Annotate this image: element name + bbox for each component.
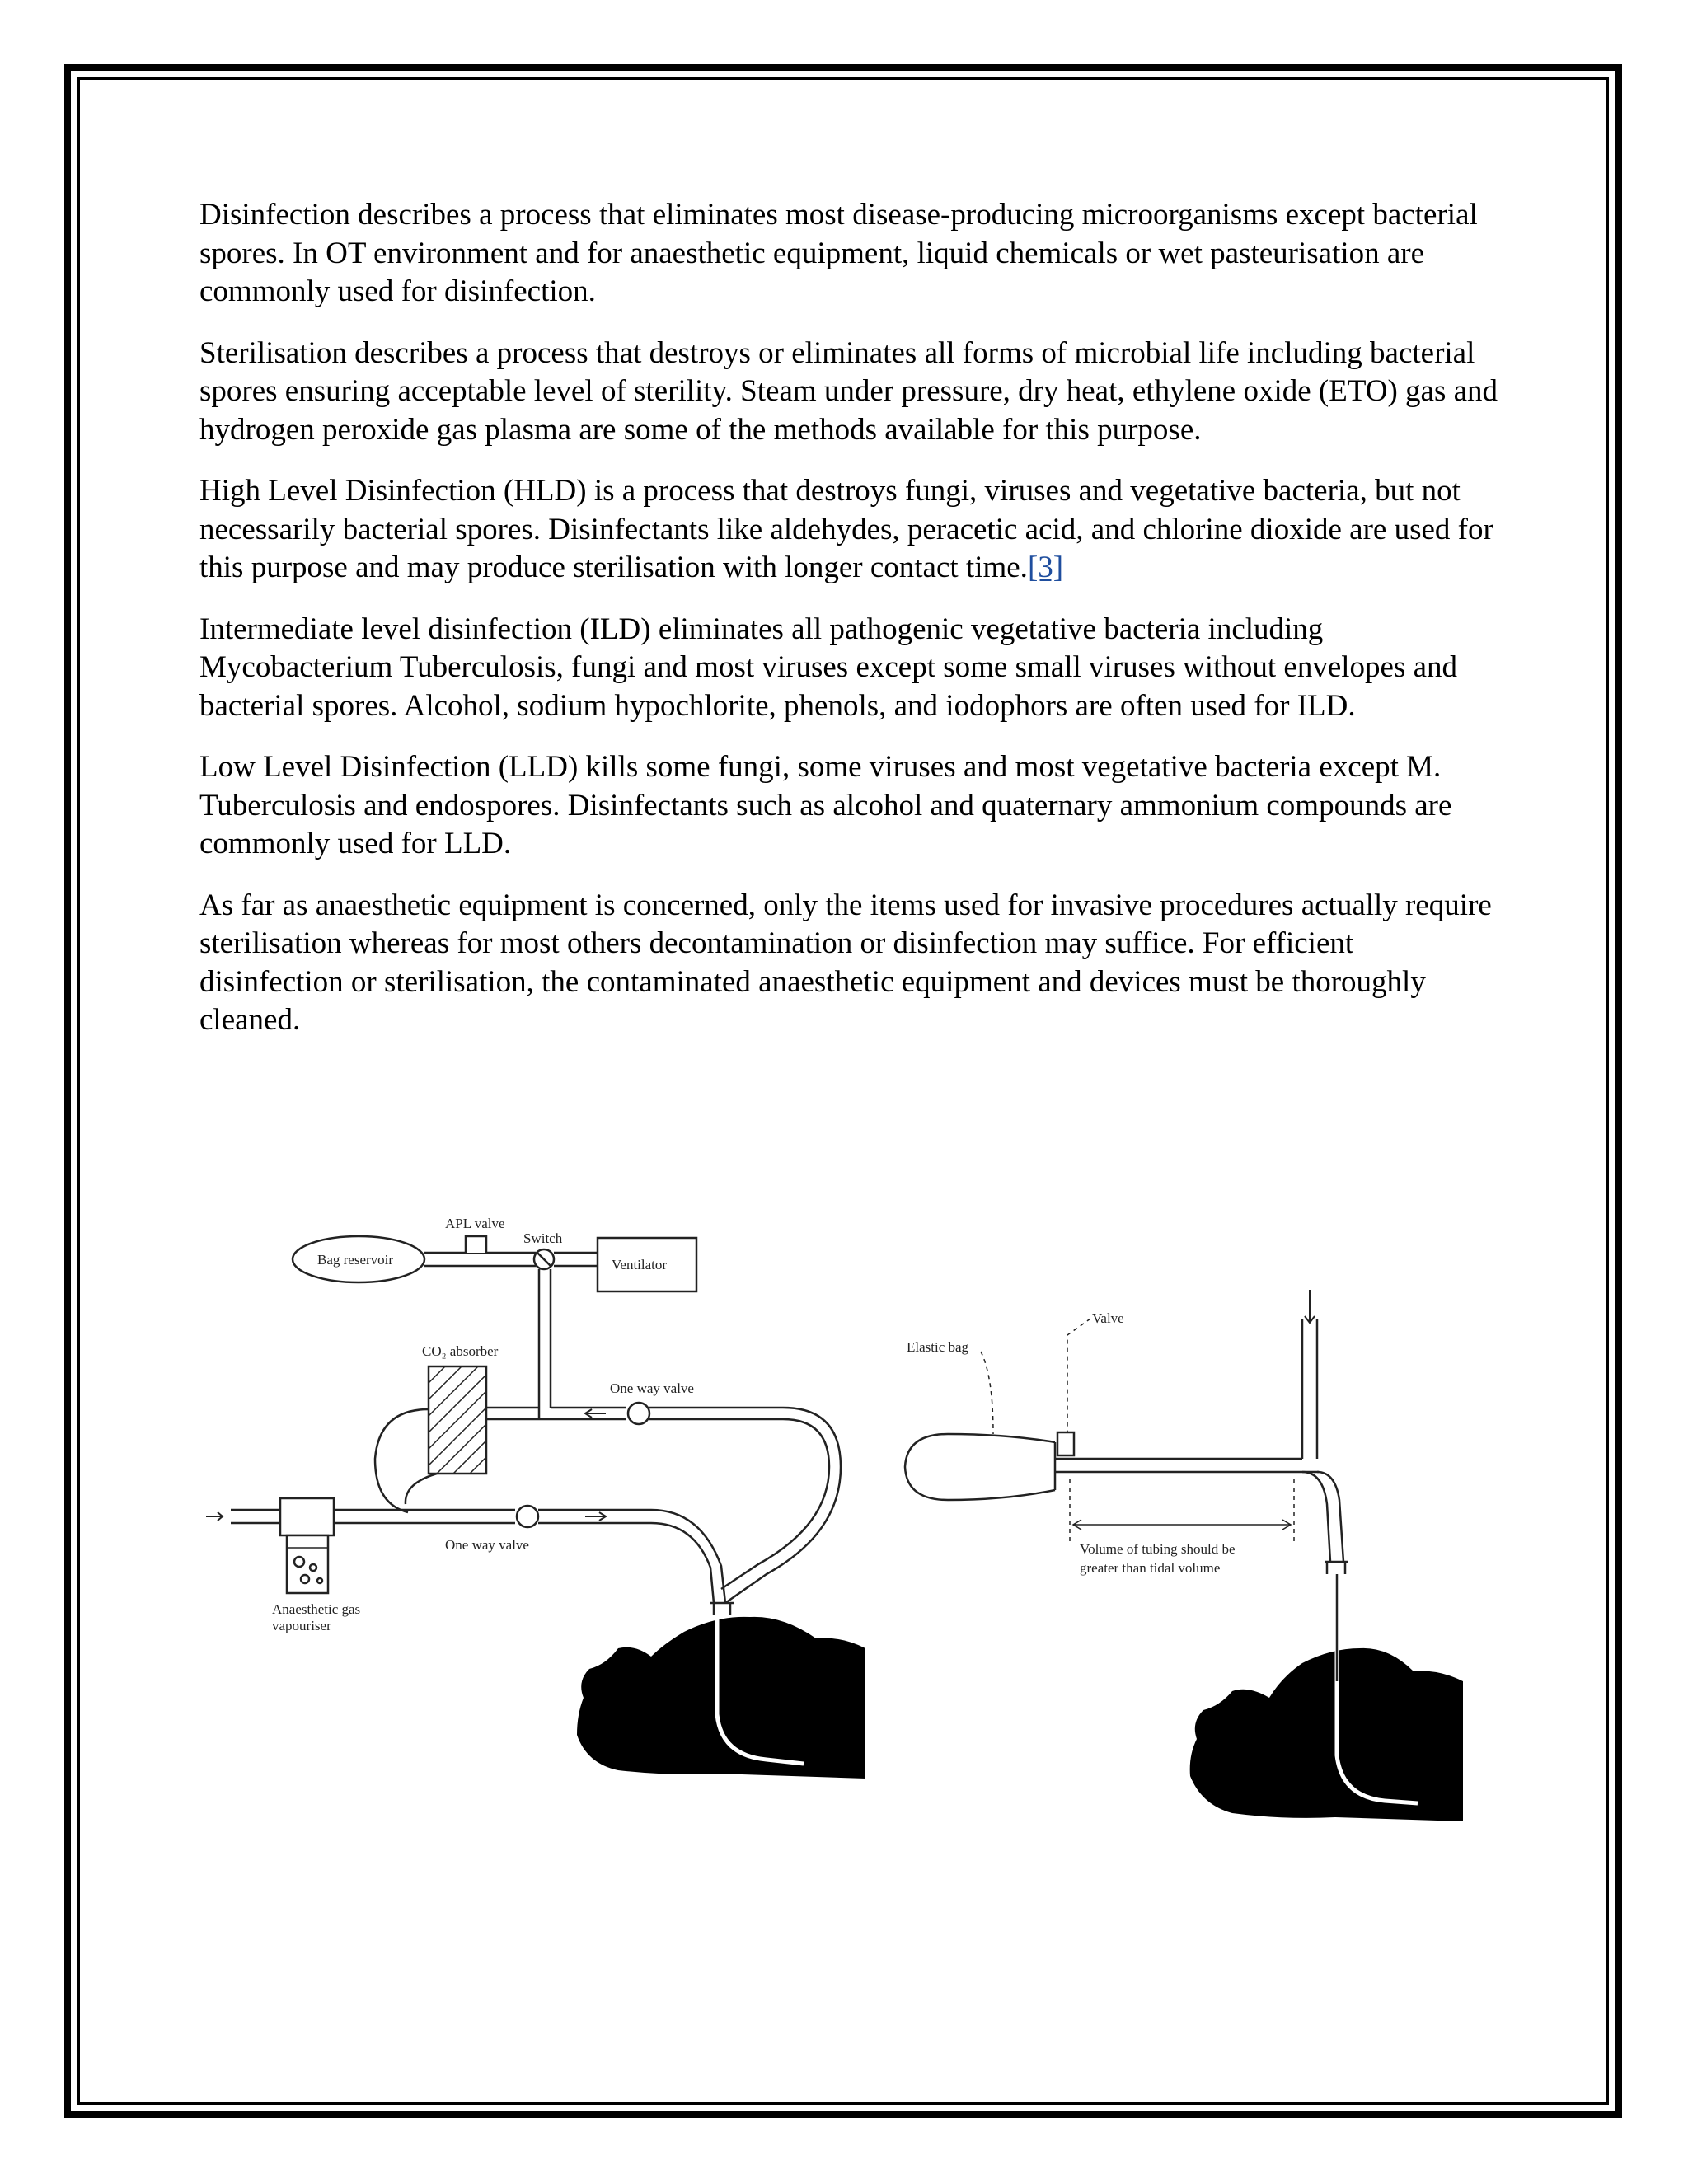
- switch-label: Switch: [523, 1230, 563, 1246]
- mapleson-diagram: [905, 1290, 1348, 1574]
- patient-silhouette-right: [1190, 1648, 1463, 1821]
- volume-label-line1: Volume of tubing should be: [1080, 1541, 1236, 1557]
- reference-link[interactable]: [3]: [1027, 551, 1064, 584]
- apl-valve-label: APL valve: [445, 1216, 505, 1231]
- paragraph-hld: [199, 472, 1502, 588]
- bag-tube: [424, 1253, 536, 1266]
- vaporiser-label-line2: vapouriser: [272, 1618, 331, 1633]
- vaporiser-top: [280, 1498, 334, 1535]
- elastic-bag-shape: [905, 1434, 1055, 1500]
- valve-shape: [1057, 1432, 1074, 1455]
- bag-reservoir-label: Bag reservoir: [317, 1252, 394, 1268]
- switch-down-tube: [539, 1269, 551, 1418]
- circle-system-diagram: [206, 1236, 841, 1615]
- valve-label: Valve: [1092, 1310, 1124, 1326]
- apl-valve-shape: [466, 1236, 486, 1253]
- paragraph-equipment: As far as anaesthetic equipment is concerned, only the items used for invasive procedures actually require sterilisation whereas for most others decontamination or disinfection may suffice. For efficient disinfection or sterilisation, the contaminated anaesthetic equipment and devices must be thoroughly cleaned.: [199, 888, 1492, 1037]
- one-way-valve-bottom-label: One way valve: [445, 1537, 529, 1553]
- figure-svg: [190, 1187, 1475, 1838]
- breathing-circuit-figure: [190, 1187, 1475, 1838]
- vaporiser-label-line1: Anaesthetic gas: [272, 1601, 361, 1617]
- paragraph-sterilisation: Sterilisation describes a process that destroys or eliminates all forms of microbial life including bacterial spores ensuring acceptable level of sterility. Steam under pressure, dry heat, ethylene oxide (ETO) gas and hydrogen peroxide gas plasma are some of the methods available for this purpose.: [199, 335, 1498, 447]
- one-way-valve-top-shape: [628, 1403, 649, 1424]
- paragraph-ild: Intermediate level disinfection (ILD) eliminates all pathogenic vegetative bacteria including Mycobacterium Tuberculosis, fungi and most viruses except some small viruses without envelopes and bacterial spores. Alcohol, sodium hypochlorite, phenols, and iodophors are often used for ILD.: [199, 612, 1458, 723]
- volume-label-line2: greater than tidal volume: [1080, 1560, 1221, 1576]
- ventilator-label: Ventilator: [612, 1257, 668, 1272]
- document-body: [199, 196, 1502, 1063]
- one-way-valve-bottom-shape: [517, 1506, 538, 1527]
- patient-silhouette-left: [577, 1617, 865, 1779]
- co2-absorber-label: CO₂ absorber: [422, 1343, 499, 1359]
- paragraph-hld-text: High Level Disinfection (HLD) is a process that destroys fungi, viruses and vegetative bacteria, but not necessarily bacterial spores. Disinfectants like aldehydes, peracetic acid, and chlorine dioxide are used for this purpose and may produce sterilisation with longer contact time.: [199, 474, 1493, 584]
- vaporiser-chamber: [287, 1535, 328, 1593]
- paragraph-disinfection: Disinfection describes a process that eliminates most disease-producing microorganisms except bacterial spores. In OT environment and for anaesthetic equipment, liquid chemicals or wet pasteurisation are commonly used for disinfection.: [199, 198, 1478, 308]
- paragraph-lld: Low Level Disinfection (LLD) kills some fungi, some viruses and most vegetative bacteria except M. Tuberculosis and endospores. Disinfectants such as alcohol and quaternary ammonium compounds are commonly used for LLD.: [199, 750, 1452, 860]
- one-way-valve-top-label: One way valve: [610, 1380, 694, 1396]
- elastic-bag-label: Elastic bag: [907, 1339, 969, 1355]
